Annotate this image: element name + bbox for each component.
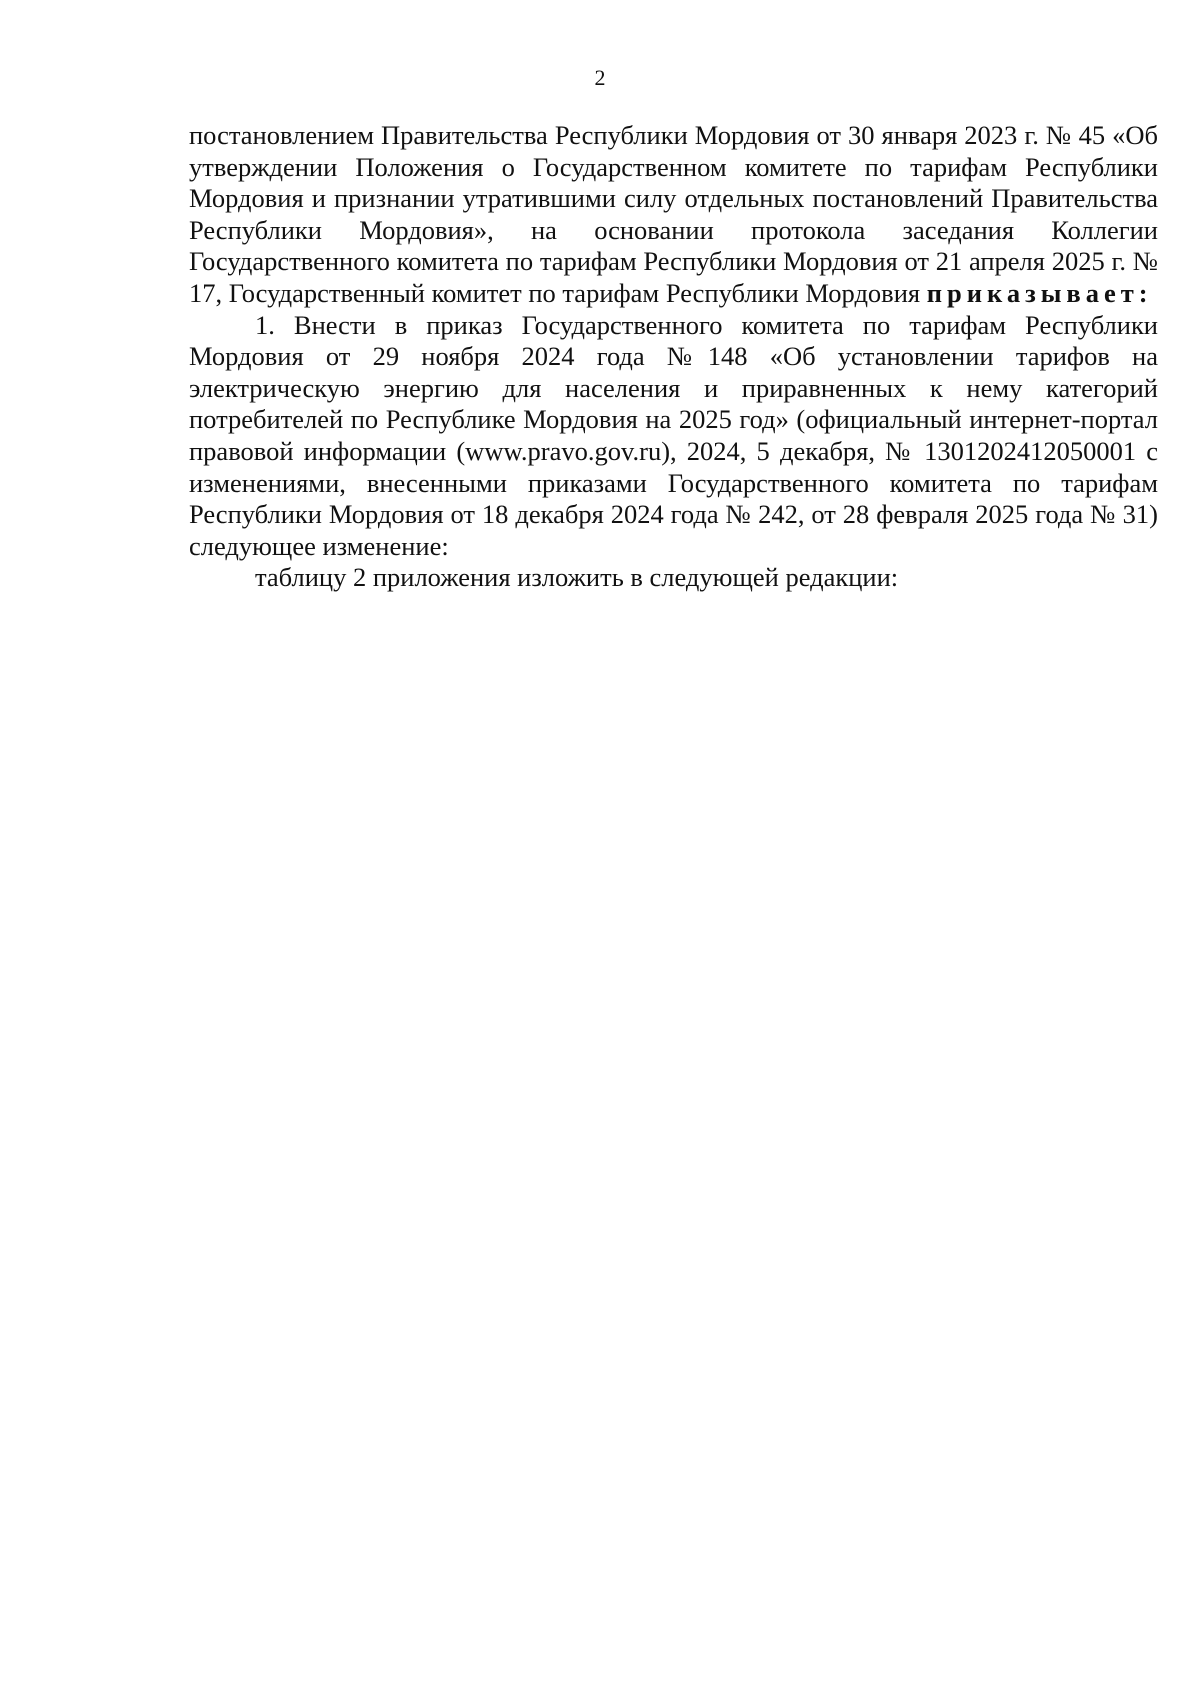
page-number: 2 [594,65,606,90]
item-1-subparagraph: таблицу 2 приложения изложить в следующей редакции: [255,562,899,593]
item-1-paragraph: 1. Внести в приказ Государственного комитета по тарифам Республики Мордовия от 29 ноября 2024 года №148 «Об установлении тарифов на электрическую энергию для населения и приравненных к нему категорий потребителей по Республике Мордовия на 2025 год» (официальный интернет-портал правовой информации (www.pravo.gov.ru), 2024, 5 декабря, № 1301202412050001 с изменениями, внесенными приказами Государственного комитета по тарифам Республики Мордовия от 18 декабря 2024 года № 242, от 28 февраля 2025 года № 31) следующее изменение: [189,309,1158,561]
document-body [189,120,1158,594]
order-word: приказывает: [926,277,1153,308]
intro-paragraph [189,120,1158,310]
intro-text: постановлением Правительства Республики Мордовия от 30 января 2023 г. № 45 «Об утверждении Положения о Государственном комитете по тарифам Республики Мордовия и признании утратившими силу отдельных постановлений Правительства Республики Мордовия», на основании протокола заседания Коллегии Государственного комитета по тарифам Республики Мордовия от 21 апреля 2025 г. № 17, Государственный комитет по тарифам Республики Мордовия [189,120,1158,308]
